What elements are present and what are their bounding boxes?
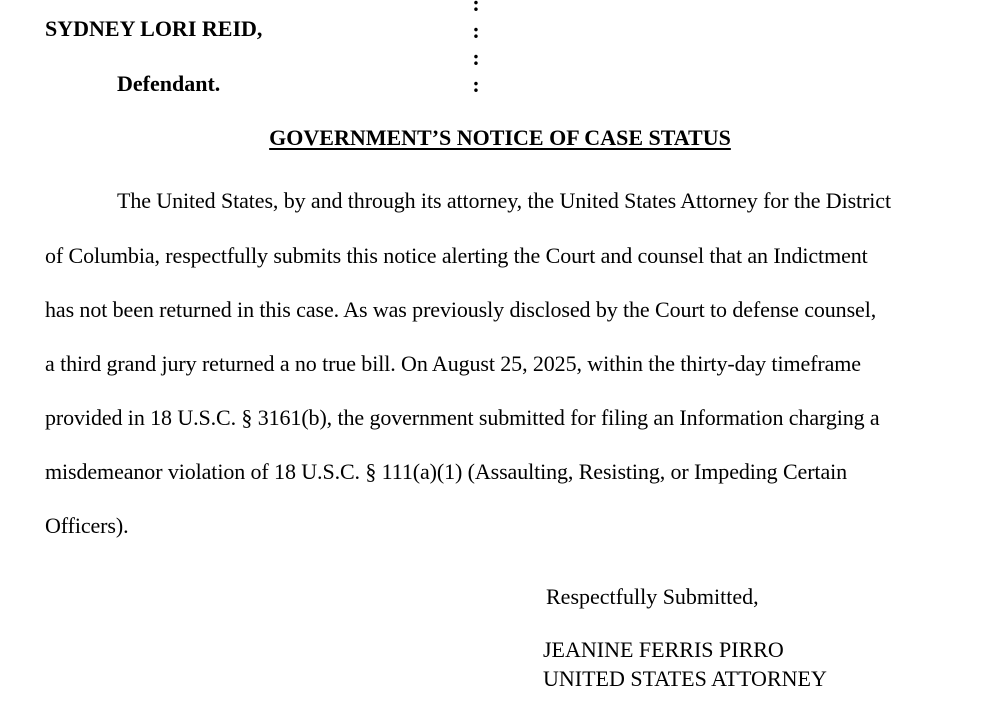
signatory-title: UNITED STATES ATTORNEY: [543, 666, 827, 691]
caption-separator: :: [472, 0, 480, 16]
body-paragraph-line: The United States, by and through its attorney, the United States Attorney for the District: [117, 188, 891, 213]
body-paragraph-line: misdemeanor violation of 18 U.S.C. § 111(a)(1) (Assaulting, Resisting, or Impeding Certain: [45, 459, 848, 484]
body-paragraph-line: provided in 18 U.S.C. § 3161(b), the government submitted for filing an Information charging a: [45, 405, 880, 430]
caption-separator: :: [472, 45, 480, 70]
body-paragraph-line: Officers).: [45, 513, 129, 538]
body-paragraph-line: has not been returned in this case. As was previously disclosed by the Court to defense counsel,: [45, 297, 877, 322]
caption-separator: :: [472, 18, 480, 43]
document-title: [0, 125, 1000, 151]
caption-separator: :: [472, 72, 480, 97]
caption-separator-column: [470, 0, 482, 98]
defendant-role-label: Defendant.: [117, 71, 221, 96]
body-paragraph-line: of Columbia, respectfully submits this notice alerting the Court and counsel that an Indictment: [45, 243, 868, 268]
defendant-name: SYDNEY LORI REID,: [45, 16, 263, 41]
document-title-text: GOVERNMENT’S NOTICE OF CASE STATUS: [269, 125, 731, 150]
body-paragraph-line: a third grand jury returned a no true bill. On August 25, 2025, within the thirty-day timeframe: [45, 351, 861, 376]
signature-closing: Respectfully Submitted,: [546, 584, 759, 609]
signatory-name: JEANINE FERRIS PIRRO: [543, 637, 784, 662]
